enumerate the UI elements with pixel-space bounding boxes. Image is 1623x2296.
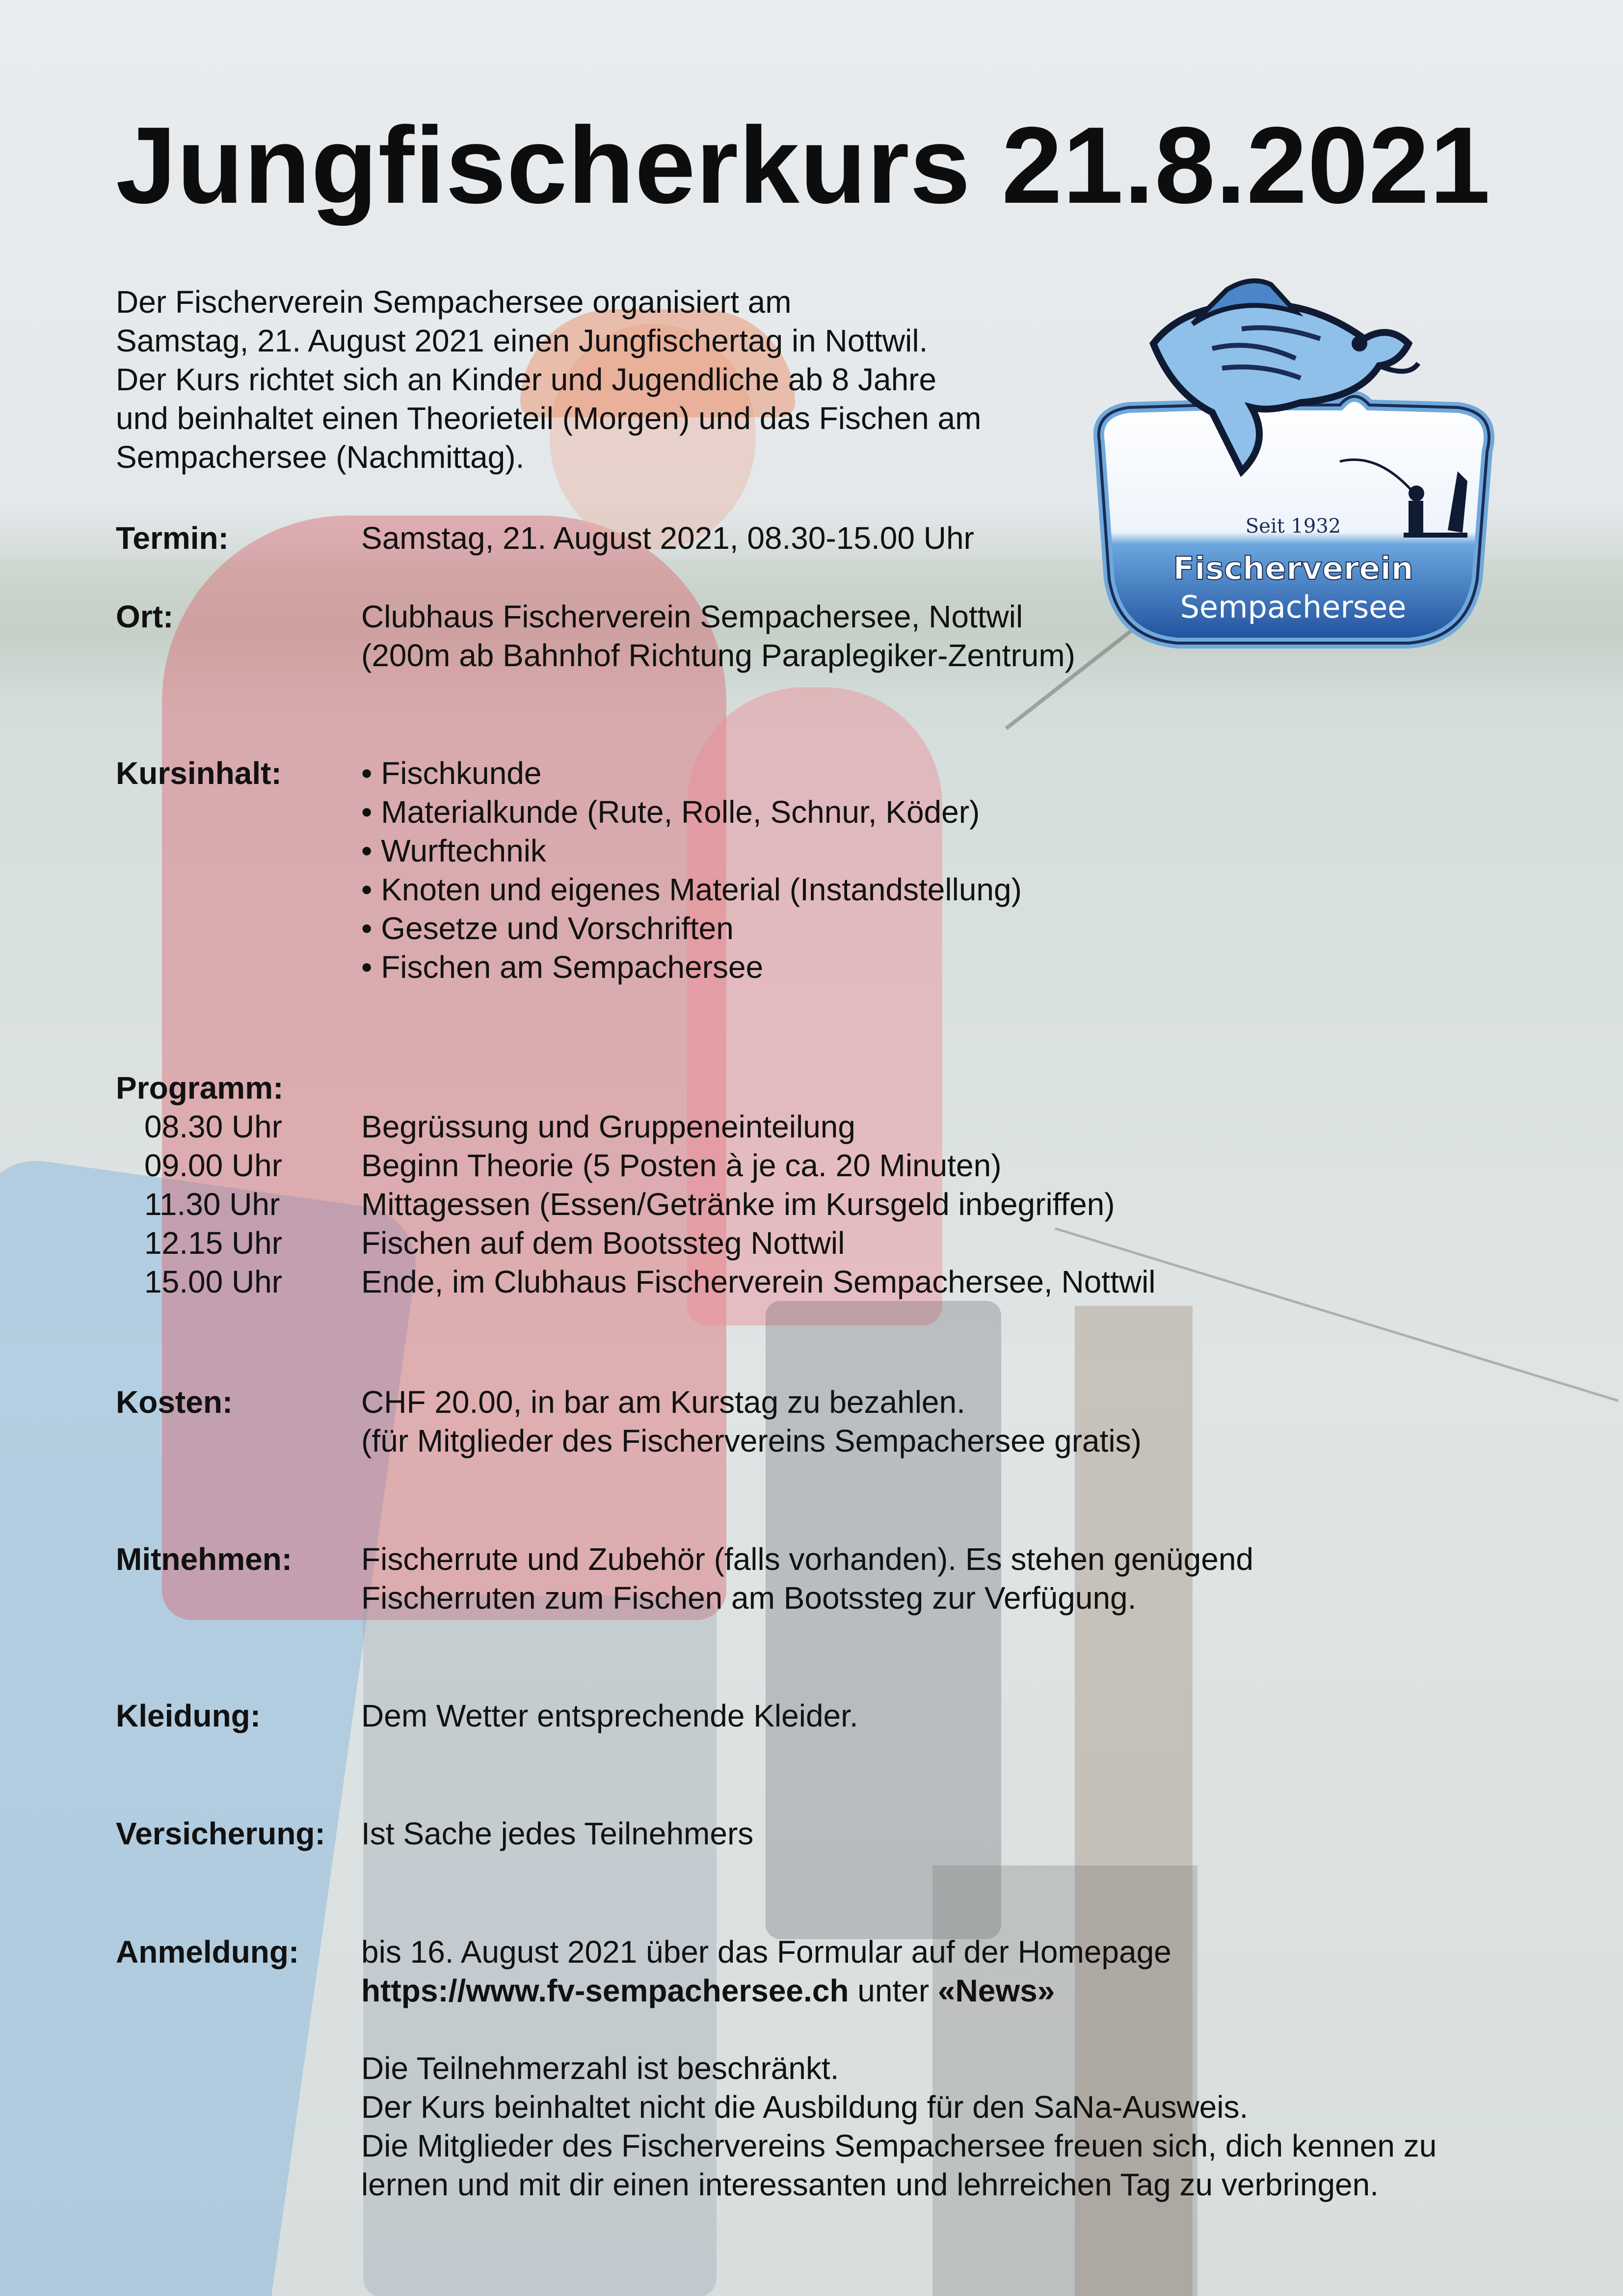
homepage-link[interactable]: https://www.fv-sempachersee.ch <box>361 1973 849 2008</box>
kleidung-label: Kleidung: <box>116 1698 261 1733</box>
versicherung-value: Ist Sache jedes Teilnehmers <box>361 1816 754 1851</box>
anmeldung-value <box>361 1933 1437 2204</box>
list-item: • Fischkunde <box>361 756 542 791</box>
ort-line: (200m ab Bahnhof Richtung Paraplegiker-Zentrum) <box>361 638 1075 673</box>
news-link[interactable]: «News» <box>937 1973 1055 2008</box>
kursinhalt-list <box>361 754 1022 987</box>
intro-paragraph <box>116 283 1048 477</box>
list-item: • Fischen am Sempachersee <box>361 949 764 985</box>
termin-value: Samstag, 21. August 2021, 08.30-15.00 Uhr <box>361 520 974 556</box>
intro-line: Samstag, 21. August 2021 einen Jungfischertag in Nottwil. <box>116 323 928 358</box>
programm-time: 15.00 Uhr <box>144 1264 283 1299</box>
kosten-line: CHF 20.00, in bar am Kurstag zu bezahlen. <box>361 1384 965 1420</box>
anmeldung-note: Die Teilnehmerzahl ist beschränkt. <box>361 2051 839 2086</box>
programm-desc: Ende, im Clubhaus Fischerverein Sempachersee, Nottwil <box>361 1264 1156 1299</box>
programm-time: 08.30 Uhr <box>144 1109 283 1144</box>
spacer <box>361 2010 1437 2049</box>
programm-desc: Fischen auf dem Bootssteg Nottwil <box>361 1225 845 1261</box>
list-item: • Gesetze und Vorschriften <box>361 911 734 946</box>
page-title: Jungfischerkurs 21.8.2021 <box>116 105 1491 226</box>
programm-section <box>116 1069 1539 1314</box>
anmeldung-label: Anmeldung: <box>116 1934 299 1970</box>
programm-desc: Begrüssung und Gruppeneinteilung <box>361 1109 855 1144</box>
anmeldung-line: bis 16. August 2021 über das Formular auf der Homepage <box>361 1934 1171 1970</box>
ort-line: Clubhaus Fischerverein Sempachersee, Nottwil <box>361 599 1023 634</box>
kleidung-value: Dem Wetter entsprechende Kleider. <box>361 1698 858 1733</box>
mitnehmen-label: Mitnehmen: <box>116 1541 293 1577</box>
ort-value <box>361 597 1075 675</box>
anmeldung-note: Der Kurs beinhaltet nicht die Ausbildung für den SaNa-Ausweis. <box>361 2089 1249 2125</box>
list-item: • Wurftechnik <box>361 833 546 868</box>
list-item: • Materialkunde (Rute, Rolle, Schnur, Köder) <box>361 794 980 830</box>
kosten-line: (für Mitglieder des Fischervereins Sempachersee gratis) <box>361 1423 1142 1459</box>
mitnehmen-line: Fischerrute und Zubehör (falls vorhanden). Es stehen genügend <box>361 1541 1253 1577</box>
programm-label: Programm: <box>116 1070 284 1106</box>
logo-name-line2: Sempachersee <box>1180 589 1407 625</box>
programm-time: 11.30 Uhr <box>144 1187 280 1222</box>
termin-label: Termin: <box>116 520 229 556</box>
mitnehmen-value <box>361 1540 1253 1618</box>
programm-time: 12.15 Uhr <box>144 1225 283 1261</box>
list-item: • Knoten und eigenes Material (Instandstellung) <box>361 872 1022 907</box>
programm-desc: Mittagessen (Essen/Getränke im Kursgeld inbegriffen) <box>361 1187 1115 1222</box>
fischerverein-logo <box>1065 265 1517 658</box>
ort-label: Ort: <box>116 599 174 634</box>
logo-since: Seit 1932 <box>1245 515 1341 538</box>
anmeldung-note: lernen und mit dir einen interessanten und lehrreichen Tag zu verbringen. <box>361 2167 1379 2202</box>
kosten-label: Kosten: <box>116 1384 233 1420</box>
versicherung-label: Versicherung: <box>116 1816 325 1851</box>
anmeldung-note: Die Mitglieder des Fischervereins Sempachersee freuen sich, dich kennen zu <box>361 2128 1437 2163</box>
intro-line: Sempachersee (Nachmittag). <box>116 439 525 475</box>
mitnehmen-line: Fischerruten zum Fischen am Bootssteg zur Verfügung. <box>361 1580 1137 1616</box>
kursinhalt-label: Kursinhalt: <box>116 756 282 791</box>
intro-line: und beinhaltet einen Theorieteil (Morgen) und das Fischen am <box>116 401 982 436</box>
anmeldung-unter: unter <box>849 1973 938 2008</box>
anmeldung-link-line <box>361 1972 1437 2010</box>
logo-name-line1: Fischerverein <box>1173 551 1413 587</box>
programm-desc: Beginn Theorie (5 Posten à je ca. 20 Minuten) <box>361 1148 1002 1183</box>
intro-line: Der Fischerverein Sempachersee organisiert am <box>116 284 792 320</box>
kosten-value <box>361 1383 1142 1460</box>
intro-line: Der Kurs richtet sich an Kinder und Jugendliche ab 8 Jahre <box>116 362 937 397</box>
programm-time: 09.00 Uhr <box>144 1148 283 1183</box>
